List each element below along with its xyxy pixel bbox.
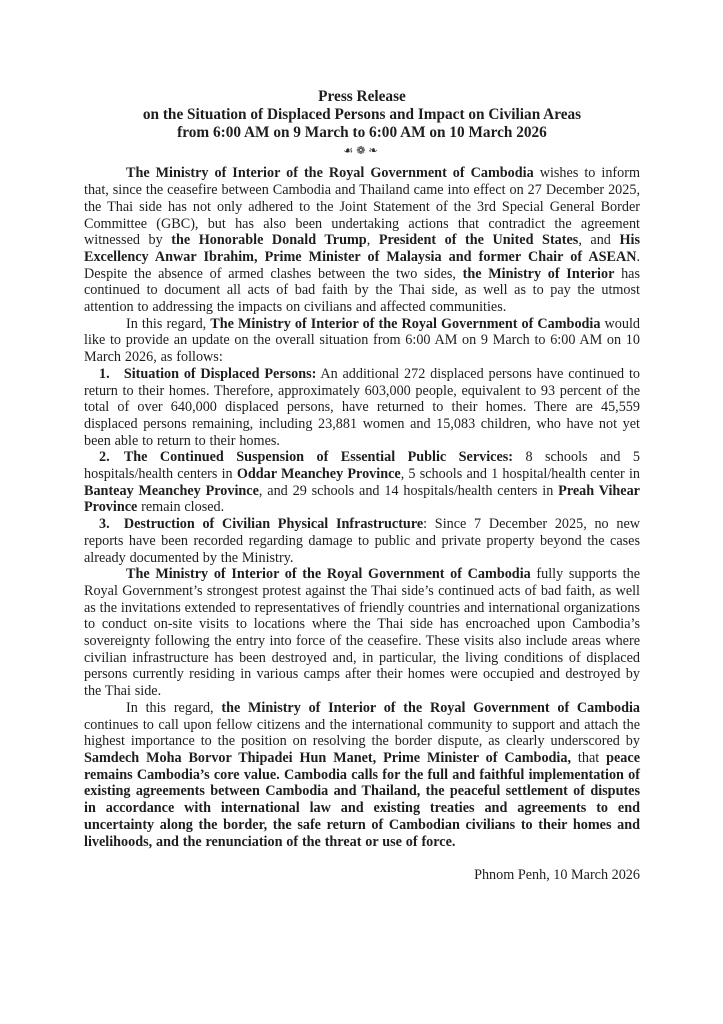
- floral-divider-icon: ☙❁❧: [343, 144, 381, 158]
- item-1-displaced-persons: 1. Situation of Displaced Persons: An additional 272 displaced persons have continued to return to their homes. Therefore, approximately 603,000 people, equivalent to 93 percent of the total of over 640,000 displaced persons, have returned to their homes. There are 45,559 displaced persons remaining, including 23,881 women and 15,083 children, who have not yet been able to return to their homes.: [84, 365, 640, 449]
- dateline: Phnom Penh, 10 March 2026: [474, 867, 640, 884]
- title-line-3: from 6:00 AM on 9 March to 6:00 AM on 10 March 2026: [177, 123, 547, 141]
- support-paragraph: The Ministry of Interior of the Royal Government of Cambodia fully supports the Royal Government’s strongest protest against the Thai side’s continued acts of bad faith, as well as the invitations extended to representatives of friendly countries and international organizations to conduct on-site visits to locations where the Thai side has encroached upon Cambodia’s sovereignty following the entry into force of the ceasefire. These visits also include areas where civilian infrastructure has been destroyed and, in particular, the living conditions of displaced persons currently residing in various camps after their homes were occupied and destroyed by the Thai side.: [84, 566, 640, 700]
- title-line-2: on the Situation of Displaced Persons and Impact on Civilian Areas: [142, 105, 582, 123]
- item-3-infrastructure: 3. Destruction of Civilian Physical Infrastructure: Since 7 December 2025, no new reports have been recorded regarding damage to public and private property beyond the cases already documented by the Ministry.: [84, 516, 640, 566]
- document-title: [84, 88, 640, 141]
- update-intro-paragraph: In this regard, The Ministry of Interior of the Royal Government of Cambodia would like to provide an update on the overall situation from 6:00 AM on 9 March to 6:00 AM on 10 March 2026, as follows:: [84, 315, 641, 366]
- title-line-1: Press Release: [318, 88, 406, 105]
- item-2-public-services: 2. The Continued Suspension of Essential Public Services: 8 schools and 5 hospitals/health centers in Oddar Meanchey Province, 5 schools and 1 hospital/health center in Banteay Meanchey Province, and 29 schools and 14 hospitals/health centers in Preah Vihear Province remain closed.: [84, 449, 641, 516]
- opening-paragraph: The Ministry of Interior of the Royal Government of Cambodia wishes to inform that, since the ceasefire between Cambodia and Thailand came into effect on 27 December 2025, the Thai side has not only adhered to the Joint Statement of the 3rd Special General Border Committee (GBC), but has also been undertaking actions that contradict the agreement witnessed by the Honorable Donald Trump, President of the United States, and His Excellency Anwar Ibrahim, Prime Minister of Malaysia and former Chair of ASEAN. Despite the absence of armed clashes between the two sides, the Ministry of Interior has continued to document all acts of bad faith by the Thai side, as well as to pay the utmost attention to addressing the impacts on civilians and affected communities.: [84, 165, 641, 316]
- closing-paragraph: In this regard, the Ministry of Interior of the Royal Government of Cambodia continues to call upon fellow citizens and the international community to support and attach the highest importance to the position on resolving the border dispute, as clearly underscored by Samdech Moha Borvor Thipadei Hun Manet, Prime Minister of Cambodia, that peace remains Cambodia’s core value. Cambodia calls for the full and faithful implementation of existing agreements between Cambodia and Thailand, the peaceful settlement of disputes in accordance with international law and existing treaties and agreements to end uncertainty along the border, the safe return of Cambodian civilians to their homes and livelihoods, and the renunciation of the threat or use of force.: [84, 699, 640, 850]
- document-content: [84, 88, 640, 884]
